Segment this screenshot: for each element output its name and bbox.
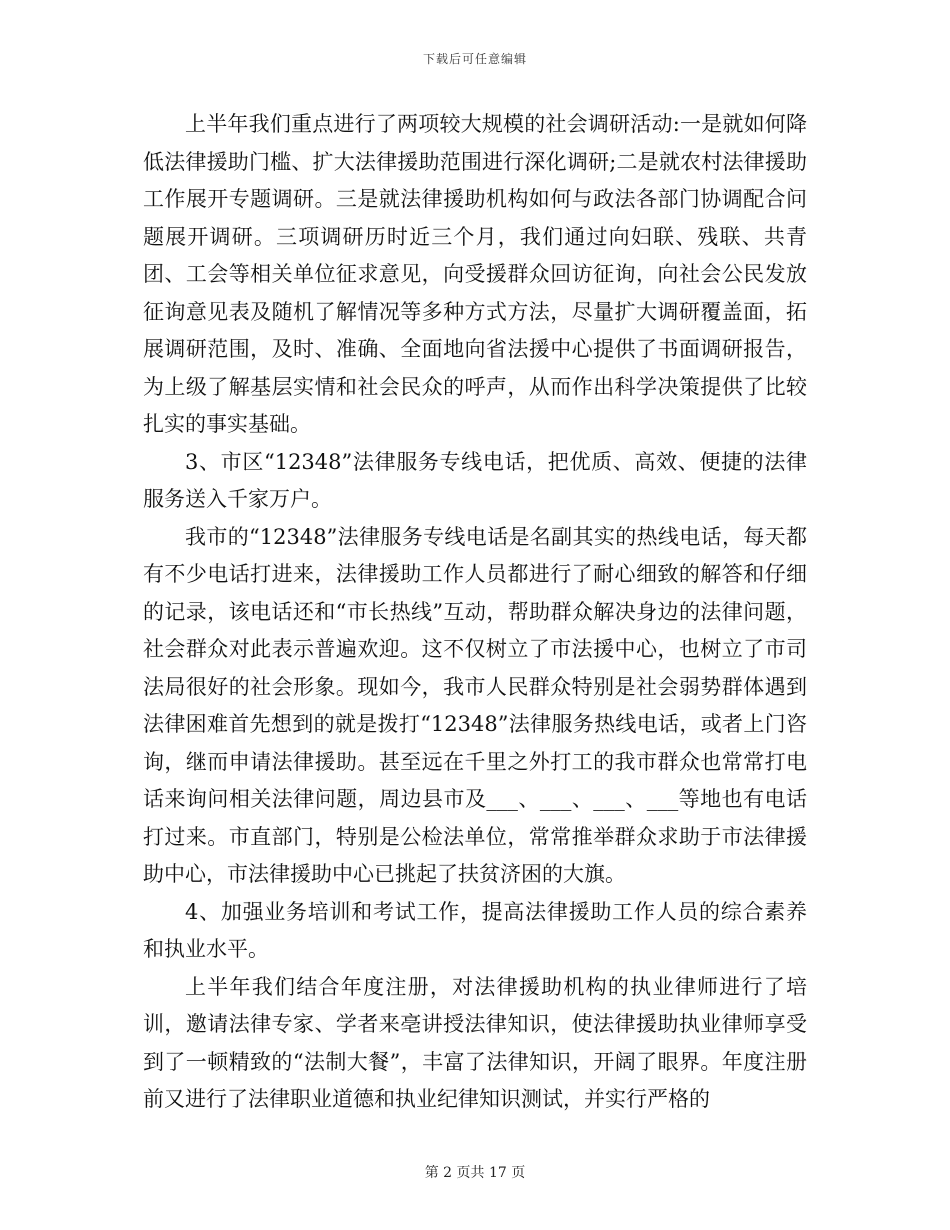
paragraph-heading-training: 4、加强业务培训和考试工作，提高法律援助工作人员的综合素养和执业水平。 [143, 899, 807, 961]
page-header: 下载后可任意编辑 [422, 52, 527, 66]
paragraph-heading-hotline: 3、市区“12348”法律服务专线电话，把优质、高效、便捷的法律服务送入千家万户。 [143, 449, 807, 511]
paragraph-training: 上半年我们结合年度注册，对法律援助机构的执业律师进行了培训，邀请法律专家、学者来亳讲授法律知识，使法律援助执业律师享受到了一顿精致的“法制大餐”，丰富了法律知识，开阔了眼界。年度注册前又进行了法律职业道德和执业纪律知识测试，并实行严格的 [143, 974, 807, 1111]
page-number: 第 2 页共 17 页 [424, 1165, 526, 1181]
paragraph-hotline: 我市的“12348”法律服务专线电话是名副其实的热线电话，每天都有不少电话打进来，法律援助工作人员都进行了耐心细致的解答和仔细的记录，该电话还和“市长热线”互动，帮助群众解决身边的法律问题，社会群众对此表示普遍欢迎。这不仅树立了市法援中心，也树立了市司法局很好的社会形象。现如今，我市人民群众特别是社会弱势群体遇到法律困难首先想到的就是拨打“12348”法律服务热线电话，或者上门咨询，继而申请法律援助。甚至远在千里之外打工的我市群众也常常打电话来询问相关法律问题，周边县市及___、___、___、___等地也有电话打过来。市直部门，特别是公检法单位，常常推举群众求助于市法律援助中心，市法律援助中心已挑起了扶贫济困的大旗。 [143, 524, 807, 886]
document-body [143, 106, 807, 1119]
paragraph-research: 上半年我们重点进行了两项较大规模的社会调研活动:一是就如何降低法律援助门槛、扩大法律援助范围进行深化调研;二是就农村法律援助工作展开专题调研。三是就法律援助机构如何与政法各部门协调配合问题展开调研。三项调研历时近三个月，我们通过向妇联、残联、共青团、工会等相关单位征求意见，向受援群众回访征询，向社会公民发放征询意见表及随机了解情况等多种方式方法，尽量扩大调研覆盖面，拓展调研范围，及时、准确、全面地向省法援中心提供了书面调研报告，为上级了解基层实情和社会民众的呼声，从而作出科学决策提供了比较扎实的事实基础。 [143, 112, 807, 436]
